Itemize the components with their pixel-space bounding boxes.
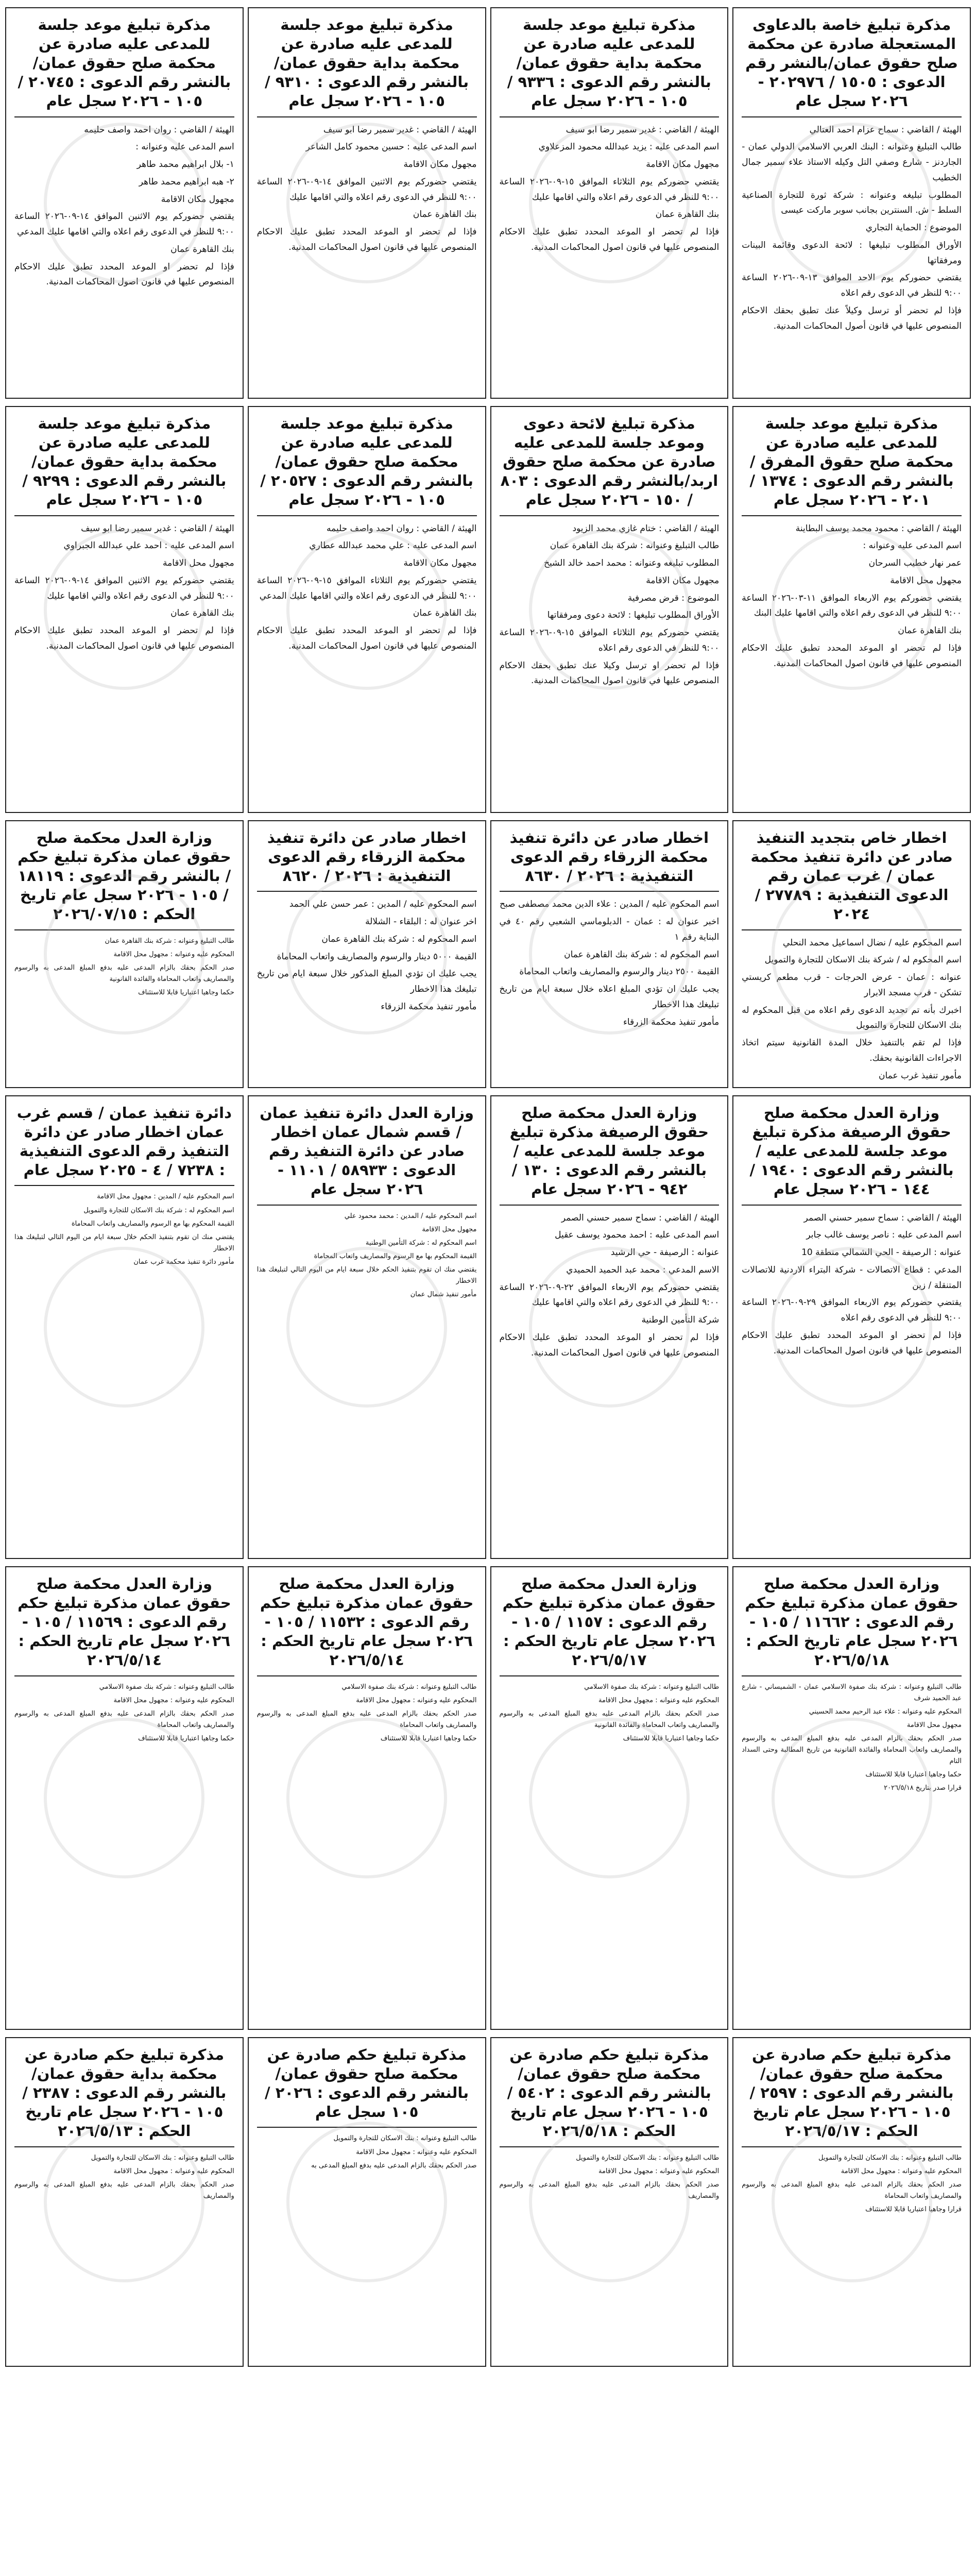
legal-notice — [490, 7, 729, 399]
notice-line: فإذا لم تحضر أو ترسل وكيلاً عنك تطبق بحقك الاحكام المنصوص عليها في قانون أصول المحاكمات المدنية. — [742, 305, 962, 331]
notice-line: فإذا لم تحضر او الموعد المحدد تطبق عليك الاحكام المنصوص عليها في قانون اصول المحاكمات المدنية. — [742, 1330, 962, 1356]
notice-line: مجهول محل الاقامة — [890, 575, 962, 586]
notice-line: فإذا لم تحضر او ترسل وكيلا عنك تطبق بحقك الاحكام المنصوص عليها في قانون اصول المحاكمات المدنية. — [499, 660, 720, 686]
notice-line: صدر الحكم بحقك بالزام المدعى عليه بدفع المبلغ المدعى به والرسوم والمصاريف — [499, 2180, 720, 2200]
notice-body — [500, 521, 720, 689]
notice-line: طالب التبليغ وعنوانه : شركة بنك صفوة الاسلامي — [584, 1683, 720, 1691]
notice-title: مذكرة تبليغ موعد جلسة للمدعى عليه صادرة عن محكمة بداية حقوق عمان/بالنشر رقم الدعوى : ٩٣٣٦ / ١٠٥ - ٢٠٢٦ سجل عام — [507, 16, 711, 110]
notice-line: حكما وجاهيا اعتباريا قابلا للاستئناف — [138, 988, 234, 996]
notice-line: ٢- هبه ابراهيم محمد طاهر — [139, 176, 234, 187]
notice-line: الأوراق المطلوب تبليغها : لائحة دعوى ومرفقاتها — [547, 610, 720, 621]
notice-line: طالب التبليغ وعنوانه : بنك الاسكان للتجارة والتمويل — [91, 2154, 234, 2162]
divider — [500, 1675, 720, 1676]
legal-notice — [248, 406, 486, 813]
divider — [742, 1675, 962, 1676]
notice-line: المطلوب تبليغه وعنوانه : شركة ثورة للتجارة الصناعية السلط - ش. السنترين بجانب سوبر ماركت عيسى — [742, 190, 962, 216]
legal-notice — [248, 7, 486, 399]
legal-notice — [5, 1095, 244, 1559]
legal-notice — [248, 1566, 486, 2030]
notice-title: مذكرة تبليغ حكم صادرة عن محكمة صلح حقوق عمان/بالنشر رقم الدعوى : ٢٥٩٧ / ١٠٥ - ٢٠٢٦ سجل عام تاريخ الحكم : ٢٠٢٦/٥/١٧ — [749, 2046, 954, 2140]
notice-body — [257, 123, 477, 256]
notice-line: مأمور تنفيذ محكمة الزرقاء — [623, 1016, 720, 1027]
legal-notice — [248, 2037, 486, 2367]
notice-line: اخبرك بأنه تم تجديد الدعوى رقم اعلاه من قبل المحكوم له بنك الاسكان للتجارة والتمويل — [742, 1005, 962, 1031]
notice-line: الهيئة / القاضي : محمود محمد يوسف البطاينة — [795, 523, 962, 534]
notice-column — [732, 7, 971, 2576]
notice-line: يقتضي حضوركم يوم الاحد الموافق ١٣-٠٩-٢٠٢٦ الساعة ٩:٠٠ للنظر في الدعوى رقم اعلاه — [742, 273, 962, 299]
notice-title: وزارة العدل محكمة صلح حقوق عمان مذكرة تبليغ حكم رقم الدعوى : ١١٦٦٢ / ١٠٥ - ٢٠٢٦ سجل عام تاريخ الحكم : ٢٠٢٦/٥/١٨ — [745, 1575, 958, 1669]
notice-title: مذكرة تبليغ لائحة دعوى وموعد جلسة للمدعى عليه صادرة عن محكمة صلح حقوق اربد/بالنشر رقم الدعوى : ٨٠٣ / ١٥٠ - ٢٠٢٦ سجل عام — [500, 415, 718, 509]
notice-body — [14, 521, 234, 654]
notice-line: فإذا لم تحضر او الموعد المحدد تطبق عليك الاحكام المنصوص عليها في قانون اصول المحاكمات المدنية. — [256, 625, 477, 651]
legal-notice — [490, 820, 729, 1088]
notice-body — [742, 936, 962, 1084]
notice-title: وزارة العدل محكمة صلح حقوق عمان مذكرة تبليغ حكم رقم الدعوى : ١١٥٦٩ / ١٠٥ - ٢٠٢٦ سجل عام تاريخ الحكم : ٢٠٢٦/٥/١٤ — [18, 1575, 231, 1669]
notice-line: حكما وجاهيا اعتباريا قابلا للاستئناف — [865, 1771, 962, 1779]
notice-line: اسم المدعى عليه : علي محمد عبدالله عطاري — [309, 540, 477, 551]
divider — [500, 515, 720, 516]
notice-line: صدر الحكم بحقك بالزام المدعى عليه بدفع المبلغ المدعى به والرسوم والمصاريف واتعاب المحاماة — [742, 2180, 962, 2200]
notice-line: يقتضي منك ان تقوم بتنفيذ الحكم خلال سبعة ايام من اليوم التالي لتبليغك هذا الاخطار — [14, 1233, 234, 1252]
legal-notice — [5, 7, 244, 399]
notice-line: اسم المحكوم عليه / المدين : عمر حسن علي الحمد — [289, 899, 477, 910]
notice-line: الهيئة / القاضي : سماح سمير حسني الصمر — [561, 1212, 720, 1223]
notice-line: الهيئة / القاضي : غدير سمير رضا ابو سيف — [566, 124, 720, 135]
notice-line: حكما وجاهيا اعتباريا قابلا للاستئناف — [138, 1734, 234, 1742]
divider — [257, 1205, 477, 1206]
divider — [14, 2146, 234, 2147]
notice-line: فإذا لم تحضر او الموعد المحدد تطبق عليك الاحكام المنصوص عليها في قانون اصول المحاكمات المدنية. — [742, 642, 962, 669]
notice-line: مأمور تنفيذ غرب عمان — [878, 1070, 962, 1081]
notice-line: مجهول مكان الاقامة — [403, 159, 477, 170]
notice-body — [257, 521, 477, 654]
notice-line: القيمة المحكوم بها مع الرسوم والمصاريف واتعاب المحاماة — [314, 1252, 477, 1260]
divider — [742, 1205, 962, 1206]
legal-notice — [5, 2037, 244, 2367]
notice-title: مذكرة تبليغ حكم صادرة عن محكمة بداية حقوق عمان/بالنشر رقم الدعوى : ٢٣٨٧ / ١٠٥ - ٢٠٢٦ سجل عام تاريخ الحكم : ٢٠٢٦/٥/١٣ — [22, 2046, 227, 2140]
notice-body — [742, 123, 962, 334]
divider — [257, 891, 477, 892]
notice-line: مجهول مكان الاقامة — [161, 194, 234, 205]
notice-line: الهيئة / القاضي : روان احمد واصف حليمه — [327, 523, 477, 534]
notice-line: اخبر عنوان له : عمان - الدبلوماسي الشعبي رقم ٤٠ في البناية رقم ١ — [499, 917, 720, 942]
divider — [742, 515, 962, 516]
legal-notice — [248, 1095, 486, 1559]
divider — [500, 1205, 720, 1206]
notice-line: المحكوم عليه وعنوانه : مجهول محل الاقامة — [598, 2167, 720, 2175]
legal-notice — [490, 1566, 729, 2030]
notices-grid — [5, 7, 971, 2576]
notice-line: صدر الحكم بحقك بالزام المدعى عليه بدفع المبلغ المدعى به والرسوم والمصاريف واتعاب المحاماة — [14, 1709, 234, 1729]
notice-line: المحكوم عليه وعنوانه : مجهول محل الاقامة — [598, 1696, 720, 1704]
notice-line: اسم المحكوم عليه / نضال اسماعيل محمد النحلي — [782, 937, 962, 948]
notice-body — [500, 2153, 720, 2202]
notice-line: عنوانه : الرصيفة - حي الرشيد — [610, 1247, 720, 1258]
notice-title: وزارة العدل محكمة صلح حقوق الرصيفة مذكرة تبليغ موعد جلسة للمدعى عليه / بالنشر رقم الدعوى : ١٣٠ / ٩٤٢ - ٢٠٢٦ سجل عام — [509, 1104, 709, 1198]
notice-line: الموضوع : قرض مصرفية — [627, 592, 720, 603]
notice-title: مذكرة تبليغ خاصة بالدعاوى المستعجلة صادرة عن محكمة صلح حقوق عمان/بالنشر رقم الدعوى : ١٥٠٥ / ٢٠٢٩٧٦ - ٢٠٢٦ سجل عام — [745, 16, 958, 110]
legal-notice — [732, 820, 971, 1088]
notice-line: الاسم المدعي : محمد عبد الحميد الحميدي — [566, 1264, 720, 1275]
notice-line: يقتضي حضوركم يوم الاثنين الموافق ١٤-٠٩-٢٠٢٦ الساعة ٩:٠٠ للنظر في الدعوى رقم اعلاه والتي اقامها عليك — [256, 176, 477, 202]
notice-line: فإذا لم تقم بالتنفيذ خلال المدة القانونية سيتم اتخاذ الاجراءات القانونية بحقك. — [742, 1038, 962, 1063]
notice-title: مذكرة تبليغ موعد جلسة للمدعى عليه صادرة عن محكمة بداية حقوق عمان/بالنشر رقم الدعوى : ٩٢٩٩ / ١٠٥ - ٢٠٢٦ سجل عام — [22, 415, 227, 509]
notice-title: وزارة العدل محكمة صلح حقوق الرصيفة مذكرة تبليغ موعد جلسة للمدعى عليه / بالنشر رقم الدعوى : ١٩٤٠ / ١٤٤ - ٢٠٢٦ سجل عام — [749, 1104, 954, 1198]
notice-line: القيمة المحكوم بها مع الرسوم والمصاريف واتعاب المحاماة — [71, 1219, 234, 1228]
notice-line: حكما وجاهيا اعتباريا قابلا للاستئناف — [623, 1734, 720, 1742]
legal-notice — [732, 406, 971, 813]
notice-line: عنوانه : الرصيفة - الحي الشمالي منطقة 10 — [801, 1247, 962, 1258]
notice-line: عنوانه : عمان - عرض الحرجات - قرب مطعم كريستي تشكن - قرب مسجد الابرار — [742, 972, 962, 998]
notice-line: قرارا صدر بتاريخ ٢٠٢٦/٥/١٨ — [884, 1784, 962, 1792]
notice-line: المحكوم عليه وعنوانه : مجهول محل الاقامة — [356, 1696, 477, 1704]
notice-line: المحكوم عليه وعنوانه : مجهول محل الاقامة — [841, 2167, 962, 2175]
notice-line: ١- بلال ابراهيم محمد طاهر — [136, 159, 234, 170]
notice-line: مجهول مكان الاقامة — [403, 558, 477, 569]
legal-notice — [732, 1566, 971, 2030]
notice-line: طالب التبليغ وعنوانه : البنك العربي الاسلامي الدولي عمان - الجاردنز - شارع وصفي التل وكيله الاستاذ علاء سمير جمال الخطيب — [742, 142, 962, 183]
notice-body — [257, 2133, 477, 2171]
divider — [14, 116, 234, 117]
notice-line: طالب التبليغ وعنوانه : شركة بنك صفوة الاسلامي — [341, 1683, 477, 1691]
notice-body — [742, 521, 962, 672]
divider — [257, 116, 477, 117]
divider — [500, 2146, 720, 2147]
notice-line: اسم المحكوم عليه / المدين : علاء الدين محمد مصطفى صبح — [500, 899, 720, 910]
notice-title: وزارة العدل محكمة صلح حقوق عمان مذكرة تبليغ حكم رقم الدعوى : ١١٥٣٢ / ١٠٥ - ٢٠٢٦ سجل عام تاريخ الحكم : ٢٠٢٦/٥/١٤ — [260, 1575, 474, 1669]
notice-line: الأوراق المطلوب تبليغها : لائحة الدعوى وقائمة البينات ومرفقاتها — [742, 240, 962, 266]
notice-line: يجب عليك ان تؤدي المبلغ المذكور خلال سبعة ايام من تاريخ تبليغك هذا الاخطار — [256, 969, 477, 995]
notice-line: فإذا لم تحضر او الموعد المحدد تطبق عليك الاحكام المنصوص عليها في قانون اصول المحاكمات المدنية. — [499, 1332, 720, 1358]
notice-line: مجهول مكان الاقامة — [646, 159, 720, 170]
legal-notice — [490, 2037, 729, 2367]
legal-notice — [732, 2037, 971, 2367]
notice-title: وزارة العدل محكمة صلح حقوق عمان مذكرة تبليغ حكم / بالنشر رقم الدعوى : ١٨١١٩ / ١٠٥ - ٢٠٢٦ سجل عام تاريخ الحكم : ٢٠٢٦/٠٧/١٥ — [18, 829, 231, 923]
notice-title: وزارة العدل دائرة تنفيذ عمان / قسم شمال عمان اخطار صادر عن دائرة التنفيذ رقم الدعوى : ٥٨٩٣٣ / ١١٠١ - ٢٠٢٦ سجل عام — [260, 1104, 474, 1198]
notice-line: اسم المدعى عليه وعنوانه : — [863, 540, 962, 551]
notice-line: القيمة ٢٥٠٠ دينار والرسوم والمصاريف واتعاب المحاماة — [519, 967, 720, 977]
notice-title: مذكرة تبليغ موعد جلسة للمدعى عليه صادرة عن محكمة صلح حقوق عمان/بالنشر رقم الدعوى : ٢٠٧٤٥ / ١٠٥ - ٢٠٢٦ سجل عام — [18, 16, 231, 110]
notice-line: الهيئة / القاضي : غدير سمير رضا ابو سيف — [323, 124, 477, 135]
notice-line: يجب عليك ان تؤدي المبلغ اعلاه خلال سبعة ايام من تاريخ تبليغك هذا الاخطار — [499, 984, 720, 1010]
notice-body — [500, 897, 720, 1030]
notice-line: طالب التبليغ وعنوانه : بنك الاسكان للتجارة والتمويل — [333, 2134, 477, 2143]
notice-line: مجهول محل الاقامة — [906, 1721, 962, 1729]
divider — [14, 1185, 234, 1186]
notice-line: حكما وجاهيا اعتباريا قابلا للاستئناف — [380, 1734, 477, 1742]
notice-line: اسم المحكوم له : شركة بنك الاسكان للتجارة والتمويل — [83, 1206, 234, 1214]
notice-title: مذكرة تبليغ حكم صادرة عن محكمة صلح حقوق عمان/بالنشر رقم الدعوى : ٥٤٠٢ / ١٠٥ - ٢٠٢٦ سجل عام تاريخ الحكم : ٢٠٢٦/٥/١٨ — [507, 2046, 711, 2140]
divider — [257, 2127, 477, 2128]
notice-title: دائرة تنفيذ عمان / قسم غرب عمان اخطار صادر عن دائرة التنفيذ رقم الدعوى التنفيذية : ٧٢٣٨ / ٤ - ٢٠٢٥ سجل عام — [16, 1104, 232, 1179]
legal-notice — [248, 820, 486, 1088]
notice-line: طالب التبليغ وعنوانه : شركة بنك صفوة الاسلامي — [99, 1683, 234, 1691]
divider — [257, 1675, 477, 1676]
notice-line: الهيئة / القاضي : روان احمد واصف حليمه — [84, 124, 234, 135]
legal-notice — [732, 1095, 971, 1559]
notice-line: مأمور تنفيذ شمال عمان — [410, 1291, 477, 1299]
notice-body — [14, 2153, 234, 2202]
notice-line: يقتضي منك ان تقوم بتنفيذ الحكم خلال سبعة ايام من اليوم التالي لتبليغك هذا الاخطار — [256, 1265, 477, 1285]
divider — [742, 929, 962, 930]
notice-line: طالب التبليغ وعنوانه : شركة بنك القاهرة عمان — [105, 937, 234, 945]
notice-line: القيمة ٥٠٠٠ دينار والرسوم والمصاريف واتعاب المحاماة — [277, 951, 477, 962]
notice-line: قرارا وجاهيا اعتباريا قابلا للاستئناف — [865, 2205, 962, 2213]
notice-body — [257, 1211, 477, 1301]
notice-line: الهيئة / القاضي : سماح سمير حسني الصمر — [803, 1212, 962, 1223]
notice-line: يقتضي حضوركم يوم الاثنين الموافق ١٤-٠٩-٢٠٢٦ الساعة ٩:٠٠ للنظر في الدعوى رقم اعلاه والتي اقامها عليك — [14, 575, 234, 601]
legal-notice — [490, 1095, 729, 1559]
notice-title: مذكرة تبليغ موعد جلسة للمدعى عليه صادرة عن محكمة بداية حقوق عمان/بالنشر رقم الدعوى : ٩٣١٠ / ١٠٥ - ٢٠٢٦ سجل عام — [265, 16, 469, 110]
divider — [742, 116, 962, 117]
notice-line: فإذا لم تحضر او الموعد المحدد تطبق عليك الاحكام المنصوص عليها في قانون اصول المحاكمات المدنية. — [256, 227, 477, 252]
notice-line: يقتضي حضوركم يوم الثلاثاء الموافق ١٥-٠٩-٢٠٢٦ الساعة ٩:٠٠ للنظر في الدعوى رقم اعلاه — [499, 628, 720, 653]
notice-line: طالب التبليغ وعنوانه : بنك الاسكان للتجارة والتمويل — [818, 2154, 962, 2162]
notice-line: مأمور دائرة تنفيذ محكمة غرب عمان — [133, 1258, 234, 1266]
notice-line: اسم المحكوم له / شركة بنك الاسكان للتجارة والتمويل — [764, 955, 962, 965]
legal-notice — [5, 406, 244, 813]
notice-body — [742, 1682, 962, 1794]
notice-line: اسم المدعى عليه : ناصر يوسف غالب جابر — [806, 1230, 962, 1241]
watermark-seal-icon — [44, 1247, 204, 1408]
notice-line: طالب التبليغ وعنوانه : بنك الاسكان للتجارة والتمويل — [576, 2154, 720, 2162]
notice-line: المحكوم عليه وعنوانه : مجهول محل الاقامة — [356, 2148, 477, 2156]
divider — [500, 891, 720, 892]
notice-line: طالب التبليغ وعنوانه : شركة بنك صفوة الاسلامي عمان - الشميساني - شارع عبد الحميد شرف — [742, 1683, 962, 1702]
divider — [14, 515, 234, 516]
notice-line: الهيئة / القاضي : غدير سمير رضا ابو سيف — [81, 523, 234, 534]
notice-line: صدر الحكم بحقك بالزام المدعى عليه بدفع المبلغ المدعى به — [311, 2161, 477, 2170]
notice-line: اسم المحكوم عليه / المدين : محمد محمود علي — [344, 1212, 477, 1220]
notice-line: اسم المدعى عليه وعنوانه : — [135, 142, 234, 152]
notice-line: عمر نهار خطيب السرحان — [868, 558, 962, 569]
notice-line: صدر الحكم بحقك بالزام المدعى عليه بدفع المبلغ المدعى به والرسوم والمصاريف واتعاب المحاماة والفائدة القانونية من تاريخ المطالبة وحتى السداد التام — [742, 1734, 962, 1766]
notice-title: مذكرة تبليغ موعد جلسة للمدعى عليه صادرة عن محكمة صلح حقوق عمان/بالنشر رقم الدعوى : ٢٠٥٢٧ / ١٠٥ - ٢٠٢٦ سجل عام — [260, 415, 474, 509]
notice-line: صدر الحكم بحقك بالزام المدعى عليه بدفع المبلغ المدعى به والرسوم والمصاريف واتعاب المحاماة والفائدة القانونية — [499, 1709, 720, 1729]
legal-notice — [5, 820, 244, 1088]
notice-column — [248, 7, 486, 2576]
notice-body — [257, 1682, 477, 1744]
notice-title: مذكرة تبليغ حكم صادرة عن محكمة صلح حقوق عمان/بالنشر رقم الدعوى : ٢٠٢٦ / ١٠٥ سجل عام — [265, 2046, 469, 2121]
notice-line: بنك القاهرة عمان — [655, 209, 720, 220]
notice-line: المطلوب تبليغه وعنوانه : محمد احمد خالد الشيخ — [544, 558, 720, 569]
notice-line: بنك القاهرة عمان — [413, 209, 477, 220]
notice-line: اسم المدعى عليه : يزيد عبدالله محمود المزعلاوي — [538, 142, 720, 152]
notice-line: اسم المحكوم له : شركة بنك القاهرة عمان — [321, 934, 477, 944]
notice-line: فإذا لم تحضر او الموعد المحدد تطبق عليك الاحكام المنصوص عليها في قانون اصول المحاكمات المدنية. — [14, 625, 234, 651]
notice-body — [742, 2153, 962, 2215]
notice-line: مجهول محل الاقامة — [422, 1225, 477, 1233]
notice-line: اسم المحكوم عليه / المدين : مجهول محل الاقامة — [97, 1193, 234, 1201]
notice-body — [500, 1211, 720, 1361]
notice-line: يقتضي حضوركم يوم الاثنين الموافق ١٤-٠٩-٢٠٢٦ الساعة ٩:٠٠ للنظر في الدعوى رقم اعلاه والتي اقامها عليك المدعي — [14, 211, 234, 238]
notice-line: المحكوم عليه وعنوانه : مجهول محل الاقامة — [113, 1696, 234, 1704]
legal-notice — [490, 406, 729, 813]
notice-line: الهيئة / القاضي : سماح عزام احمد العتالي — [809, 124, 962, 135]
notice-line: مأمور تنفيذ محكمة الزرقاء — [381, 1001, 477, 1012]
notice-title: اخطار خاص بتجديد التنفيذ صادر عن دائرة تنفيذ محكمة عمان / غرب عمان رقم الدعوى التنفيذية : ٢٧٧٨٩ / ٢٠٢٤ — [750, 829, 953, 923]
notice-line: صدر الحكم بحقك بالزام المدعى عليه بدفع المبلغ المدعى به والرسوم والمصاريف واتعاب المحاماة — [256, 1709, 477, 1729]
notice-line: المحكوم عليه وعنوانه : مجهول محل الاقامة — [113, 2167, 234, 2175]
notice-line: اسم المدعى عليه : حسين محمود كامل الشاعر — [305, 142, 477, 152]
notice-line: بنك القاهرة عمان — [898, 625, 962, 636]
notice-body — [500, 1682, 720, 1744]
notice-line: اسم المحكوم له : شركة بنك القاهرة عمان — [564, 949, 720, 960]
notice-line: بنك القاهرة عمان — [413, 608, 477, 619]
notice-column — [490, 7, 729, 2576]
notice-body — [14, 1191, 234, 1268]
notice-body — [14, 1682, 234, 1744]
notice-line: يقتضي حضوركم يوم الاربعاء الموافق ١١-٠٣-٢٠٢٦ الساعة ٩:٠٠ للنظر في الدعوى رقم اعلاه والتي اقامها عليك البنك — [742, 592, 962, 619]
notice-title: اخطار صادر عن دائرة تنفيذ محكمة الزرقاء رقم الدعوى التنفيذية : ٢٠٢٦ / ٨٦٣٠ — [509, 829, 709, 885]
legal-notice — [732, 7, 971, 399]
notice-line: بنك القاهرة عمان — [170, 608, 234, 619]
notice-line: اخر عنوان له : البلقاء - الشلالة — [365, 917, 477, 927]
notice-line: مجهول محل الاقامة — [162, 558, 234, 569]
notice-line: يقتضي حضوركم يوم الثلاثاء الموافق ١٥-٠٩-٢٠٢٦ الساعة ٩:٠٠ للنظر في الدعوى رقم اعلاه والتي اقامها عليك المدعي — [256, 575, 477, 601]
notice-body — [500, 123, 720, 256]
divider — [257, 515, 477, 516]
notice-line: فإذا لم تحضر او الموعد المحدد تطبق عليك الاحكام المنصوص عليها في قانون اصول المحاكمات المدنية. — [14, 261, 234, 287]
notice-line: يقتضي حضوركم يوم الاربعاء الموافق ٢٢-٠٩-٢٠٢٦ الساعة ٩:٠٠ للنظر في الدعوى رقم اعلاه والتي اقامها عليك — [499, 1282, 720, 1308]
notice-line: المدعي : قطاع الاتصالات - شركة البتراء الاردنية للاتصالات المتنقلة / زين — [742, 1264, 962, 1291]
notice-body — [14, 123, 234, 291]
notice-line: بنك القاهرة عمان — [170, 244, 234, 255]
divider — [14, 929, 234, 930]
notice-line: شركة التأمين الوطنية — [641, 1315, 720, 1326]
divider — [14, 1675, 234, 1676]
notice-line: صدر الحكم بحقك بالزام المدعى عليه بدفع المبلغ المدعى به والرسوم والمصاريف واتعاب المحاماة والفائدة القانونية — [14, 963, 234, 983]
notice-body — [14, 936, 234, 998]
divider — [742, 2146, 962, 2147]
notice-title: اخطار صادر عن دائرة تنفيذ محكمة الزرقاء رقم الدعوى التنفيذية : ٢٠٢٦ / ٨٦٢٠ — [267, 829, 467, 885]
notice-line: الموضوع : الحماية التجاري — [865, 223, 962, 233]
divider — [500, 116, 720, 117]
notice-line: طالب التبليغ وعنوانه : شركة بنك القاهرة عمان — [550, 540, 720, 551]
notice-title: مذكرة تبليغ موعد جلسة للمدعى عليه صادرة عن محكمة صلح حقوق المفرق / بالنشر رقم الدعوى : ١٣٧٤ / ٢٠١ - ٢٠٢٦ سجل عام — [749, 415, 954, 509]
legal-notice — [5, 1566, 244, 2030]
notice-title: وزارة العدل محكمة صلح حقوق عمان مذكرة تبليغ حكم رقم الدعوى : ١١٥٧ / ١٠٥ - ٢٠٢٦ سجل عام تاريخ الحكم : ٢٠٢٦/٥/١٧ — [502, 1575, 716, 1669]
notice-line: اسم المدعى عليه : احمد محمود يوسف عقيل — [555, 1230, 720, 1241]
notice-column — [5, 7, 244, 2576]
notice-line: المحكوم عليه وعنوانه : مجهول محل الاقامة — [113, 950, 234, 958]
notice-line: اسم المحكوم له : شركة التأمين الوطنية — [365, 1239, 477, 1247]
notice-line: صدر الحكم بحقك بالزام المدعى عليه بدفع المبلغ المدعى به والرسوم والمصاريف — [14, 2180, 234, 2200]
notice-body — [257, 897, 477, 1014]
notice-line: يقتضي حضوركم يوم الاربعاء الموافق ٢٩-٠٩-٢٠٢٦ الساعة ٩:٠٠ للنظر في الدعوى رقم اعلاه — [742, 1297, 962, 1324]
notice-body — [742, 1211, 962, 1359]
notice-line: اسم المدعى عليه : احمد علي عبدالله الجبراوي — [63, 540, 234, 551]
notice-line: يقتضي حضوركم يوم الثلاثاء الموافق ١٥-٠٩-٢٠٢٦ الساعة ٩:٠٠ للنظر في الدعوى رقم اعلاه والتي اقامها عليك — [499, 176, 720, 202]
notice-line: فإذا لم تحضر او الموعد المحدد تطبق عليك الاحكام المنصوص عليها في قانون اصول المحاكمات المدنية. — [499, 227, 720, 252]
notice-line: المحكوم عليه وعنوانه : علاء عبد الرحيم محمد الحسيني — [809, 1707, 962, 1716]
notice-line: الهيئة / القاضي : ختام غازي محمد الزيود — [572, 523, 720, 534]
notice-line: مجهول مكان الاقامة — [646, 575, 720, 586]
